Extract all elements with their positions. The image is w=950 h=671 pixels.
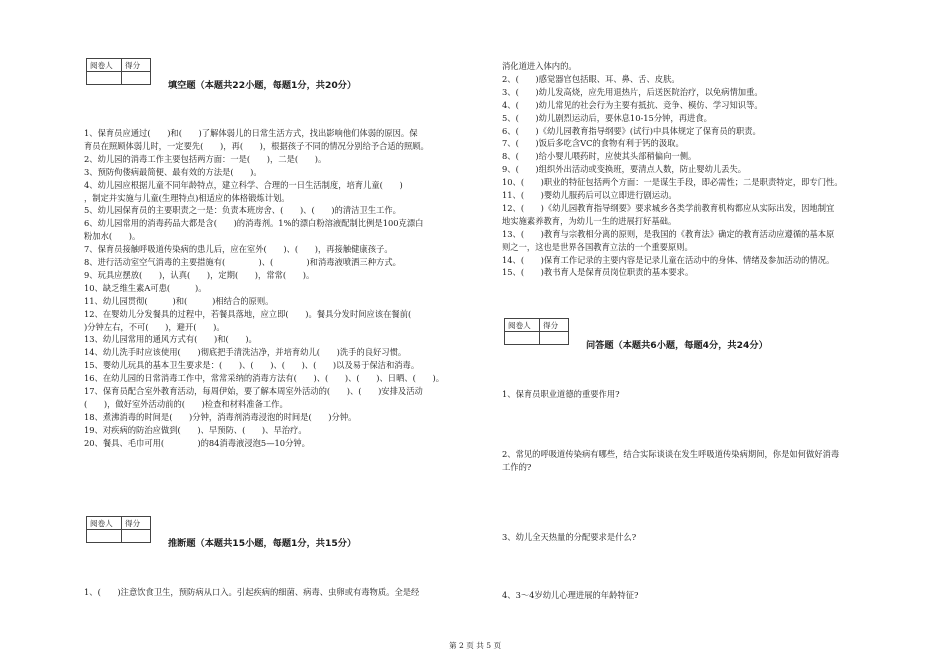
judge-question-line: 消化道进入体内的。 bbox=[502, 61, 577, 71]
fill-question-line: )分钟左右，不可( )，避开( )。 bbox=[84, 321, 225, 332]
reviewer-label: 阅卷人 bbox=[87, 517, 122, 530]
qa-question-4: 4、3～4岁幼儿心理进展的年龄特征? bbox=[502, 590, 639, 600]
fill-question-line: 4、幼儿园应根据儿童不同年龄特点，建立科学、合理的一日生活制度，培育儿童( ) bbox=[84, 179, 403, 190]
judge-question-line: 地实施素养教育，为幼儿一生的进展打好基础。 bbox=[502, 215, 677, 226]
judge-question-line: 15、( )教书育人是保育员岗位职责的基本要求。 bbox=[502, 267, 694, 278]
score-label: 得分 bbox=[122, 59, 151, 72]
judge-question-line: 2、( )感觉器官包括眼、耳、鼻、舌、皮肤。 bbox=[502, 73, 680, 84]
reviewer-cell[interactable] bbox=[87, 72, 122, 85]
reviewer-label: 阅卷人 bbox=[505, 319, 540, 332]
fill-question-line: 13、幼儿园常用的通风方式有( )和( )。 bbox=[84, 334, 257, 345]
judge-question-line: 则之一，这也是世界各国教育立法的一个重要原则。 bbox=[502, 241, 693, 252]
judge-question-line: 6、( )《幼儿园教育指导纲要》(试行)中具体规定了保育员的职责。 bbox=[502, 125, 761, 136]
judge-question-line: 12、( )《幼儿园教育指导纲要》要求城乡各类学前教育机构都应从实际出发，因地制宜 bbox=[502, 202, 835, 213]
fill-question-line: 17、保育员配合室外教育活动，每周伊始，要了解本周室外活动的( )、( )安排及活动 bbox=[84, 386, 423, 396]
fill-question-line: 20、餐具、毛巾可用( )的84消毒液浸泡5—10分钟。 bbox=[84, 437, 310, 448]
judge-question-line: 5、( )幼儿剧烈运动后，要休息10-15分钟，再进食。 bbox=[502, 112, 712, 123]
fill-question-line: 18、煮沸消毒的时间是( )分钟，消毒剂消毒浸泡的时间是( )分钟。 bbox=[84, 411, 357, 422]
score-cell[interactable] bbox=[540, 332, 569, 345]
fill-question-line: 5、幼儿园保育员的主要职责之一是：负责本班房舍、( )、( )的清洁卫生工作。 bbox=[84, 205, 401, 216]
score-label: 得分 bbox=[540, 319, 569, 332]
fill-question-line: 1、保育员应通过( )和( )了解体弱儿的日常生活方式，找出影响他们体弱的原因。保 bbox=[84, 128, 418, 138]
fill-question-line: 8、进行活动室空气消毒的主要措施有( )、( )和消毒液喷洒三种方式。 bbox=[84, 257, 401, 267]
qa-section-title: 问答题（本题共6小题，每题4分，共24分） bbox=[586, 340, 768, 351]
judge-question-line: 10、( )职业的特征包括两个方面：一是谋生手段，即必需性；二是职责特定，即专门性。 bbox=[502, 177, 843, 188]
judge-question-line: 14、( )保育工作记录的主要内容是记录儿童在活动中的身体、情绪及参加活动的情况。 bbox=[502, 254, 835, 265]
fill-question-line: 6、幼儿园常用的消毒药品大都是含( )的消毒剂。1%的漂白粉溶液配制比例是100克漂白 bbox=[84, 218, 424, 229]
qa-question-2: 2、常见的呼吸道传染病有哪些，结合实际谈谈在发生呼吸道传染病期间，你是如何做好消毒 bbox=[502, 449, 840, 459]
reviewer-label: 阅卷人 bbox=[87, 59, 122, 72]
fill-question-line: 16、在幼儿园的日常消毒工作中，常常采纳的消毒方法有( )、( )、( )、日晒、( )。 bbox=[84, 373, 445, 384]
fill-question-line: 9、玩具应摆放( )，认真( )，定期( )，常常( )。 bbox=[84, 269, 315, 280]
qa-question-3: 3、幼儿全天热量的分配要求是什么? bbox=[502, 532, 637, 542]
fill-question-line: 14、幼儿洗手时应该使用( )彻底把手清洗洁净，并培育幼儿( )洗手的良好习惯。 bbox=[84, 347, 407, 358]
fill-question-line: ( )，做好室外活动前的( )检查和材料准备工作。 bbox=[84, 398, 288, 409]
fill-question-line: 11、幼儿园贯彻( )和( )相结合的原则。 bbox=[84, 295, 274, 306]
reviewer-cell[interactable] bbox=[505, 332, 540, 345]
fill-question-line: 7、保育员接触呼吸道传染病的患儿后，应在室外( )、( )，再接触健康孩子。 bbox=[84, 244, 393, 255]
fill-question-line: ，制定并实施与儿童(生理特点)相适应的体格锻炼计划。 bbox=[84, 192, 290, 203]
score-box-judge bbox=[86, 516, 151, 543]
judge-question: 1、( )注意饮食卫生，预防病从口入。引起疾病的细菌、病毒、虫卵或有毒物质。全是经 bbox=[84, 587, 420, 597]
fill-question-line: 育员在照顾体弱儿时，一定要先( )，再( )，根据孩子不同的情况分别给予合适的照顾。 bbox=[84, 140, 429, 151]
reviewer-cell[interactable] bbox=[87, 530, 122, 543]
fill-question-line: 2、幼儿园的消毒工作主要包括两方面：一是( )，二是( )。 bbox=[84, 153, 327, 164]
judge-section-title: 推断题（本题共15小题，每题1分，共15分） bbox=[168, 538, 357, 549]
page-footer: 第 2 页 共 5 页 bbox=[448, 641, 502, 650]
score-cell[interactable] bbox=[122, 530, 151, 543]
judge-question-line: 13、( )教育与宗教相分离的原则，是我国的《教育法》确定的教育活动应遵循的基本原 bbox=[502, 228, 835, 239]
judge-question-line: 3、( )幼儿发高烧，应先用退热片，后送医院治疗，以免病情加重。 bbox=[502, 86, 763, 97]
fill-question-line: 10、缺乏维生素A可患( )。 bbox=[84, 282, 207, 293]
score-cell[interactable] bbox=[122, 72, 151, 85]
qa-question-2-cont: 工作的? bbox=[502, 462, 532, 472]
score-label: 得分 bbox=[122, 517, 151, 530]
fill-question-line: 15、婴幼儿玩具的基本卫生要求是：( )、( )、( )、( )以及易于保洁和消毒。 bbox=[84, 360, 420, 371]
judge-question-line: 11、( )婴幼儿服药后可以立即进行剧运动。 bbox=[502, 190, 677, 200]
fill-question-line: 3、预防佝偻病最简便、最有效的方法是( )。 bbox=[84, 166, 262, 177]
judge-question-line: 4、( )幼儿常见的社会行为主要有抵抗、竞争、模仿、学习知识等。 bbox=[502, 99, 763, 110]
judge-question-line: 9、( )组织外出活动或变换班，要清点人数，防止婴幼儿丢失。 bbox=[502, 164, 747, 175]
qa-question-1: 1、保育员职业道德的重要作用? bbox=[502, 389, 620, 399]
judge-question-line: 8、( )给小婴儿喂药时，应使其头部稍偏向一侧。 bbox=[502, 151, 697, 162]
fill-question-line: 19、对疾病的防治应做到( )、早预防、( )、早治疗。 bbox=[84, 424, 307, 435]
fill-question-line: 粉加水( )。 bbox=[84, 231, 141, 242]
judge-question-line: 7、( )饭后多吃含VC的食物有利于钙的汲取。 bbox=[502, 138, 684, 149]
score-box-qa bbox=[504, 318, 569, 345]
fill-question-line: 12、在婴幼儿分发餐具的过程中，若餐具落地，应立即( )。餐具分发时间应该在餐前( bbox=[84, 308, 412, 319]
score-box-fill bbox=[86, 58, 151, 85]
fill-section-title: 填空题（本题共22小题，每题1分，共20分） bbox=[168, 80, 357, 91]
